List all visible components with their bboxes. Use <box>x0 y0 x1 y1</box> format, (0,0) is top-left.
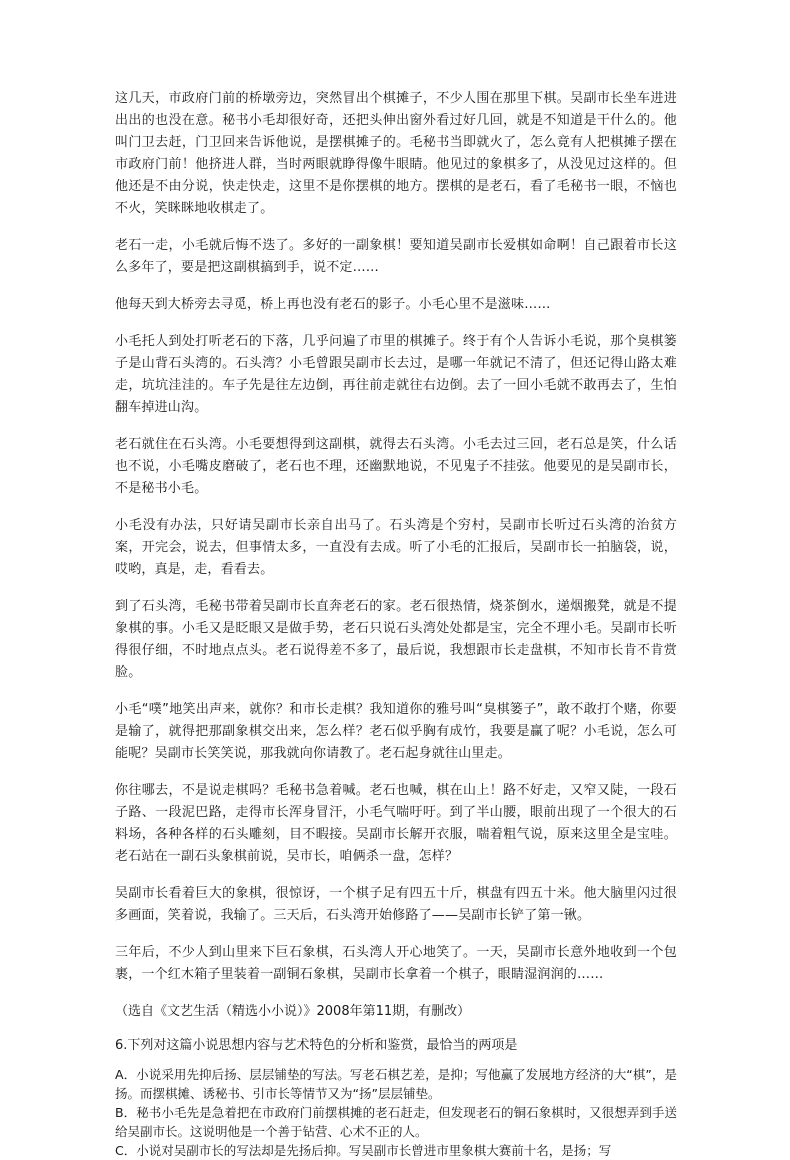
option-b: B．秘书小毛先是急着把在市政府门前摆棋摊的老石赶走，但发现老石的铜石象棋时，又很想弄到手送给吴副市长。这说明他是一个善于钻营、心术不正的人。 <box>115 1105 677 1139</box>
story-paragraph-10: 吴副市长看着巨大的象棋，很惊讶，一个棋子足有四五十斤，棋盘有四五十米。他大脑里闪过很多画面，笑着说，我输了。三天后，石头湾开始修路了——吴副市长铲了第一锹。 <box>115 886 677 923</box>
story-paragraph-2: 老石一走，小毛就后悔不迭了。多好的一副象棋！要知道吴副市长爱棋如命啊！自己跟着市长这么多年了，要是把这副棋搞到手，说不定…… <box>115 238 677 275</box>
story-paragraph-5: 老石就住在石头湾。小毛要想得到这副棋，就得去石头湾。小毛去过三回，老石总是笑，什么话也不说，小毛嘴皮磨破了，老石也不理，还幽默地说，不见鬼子不挂弦。他要见的是吴副市长，不是秘书小毛。 <box>115 437 677 496</box>
story-paragraph-6: 小毛没有办法，只好请吴副市长亲自出马了。石头湾是个穷村，吴副市长听过石头湾的治贫方案，开完会，说去，但事情太多，一直没有去成。听了小毛的汇报后，吴副市长一拍脑袋，说，哎哟，真是，走，看看去。 <box>115 518 677 577</box>
option-a: A．小说采用先抑后扬、层层铺垫的写法。写老石棋艺差，是抑；写他赢了发展地方经济的大“棋”，是扬。而摆棋摊、诱秘书、引市长等情节又为“扬”层层铺垫。 <box>115 1067 677 1101</box>
story-paragraph-8: 小毛“噗”地笑出声来，就你？和市长走棋？我知道你的雅号叫“臭棋篓子”，敢不敢打个赌，你要是输了，就得把那副象棋交出来，怎么样？老石似乎胸有成竹，我要是赢了呢？小毛说，怎么可能呢？吴副市长笑笑说，那我就向你请教了。老石起身就往山里走。 <box>115 702 677 761</box>
source-citation: （选自《文艺生活（精选小小说）》2008年第11期，有删改） <box>115 1004 471 1019</box>
document-page <box>115 88 677 1160</box>
story-paragraph-4: 小毛托人到处打听老石的下落，几乎问遍了市里的棋摊子。终于有个人告诉小毛说，那个臭棋篓子是山背石头湾的。石头湾？小毛曾跟吴副市长去过，是哪一年就记不清了，但还记得山路太难走，坑坑洼洼的。车子先是往左边倒，再往前走就往右边倒。去了一回小毛就不敢再去了，生怕翻车掉进山沟。 <box>115 334 677 415</box>
story-paragraph-1: 这几天，市政府门前的桥墩旁边，突然冒出个棋摊子，不少人围在那里下棋。吴副市长坐车进进出出的也没在意。秘书小毛却很好奇，还把头伸出窗外看过好几回，就是不知道是干什么的。他叫门卫去赶，门卫回来告诉他说，是摆棋摊子的。毛秘书当即就火了，怎么竟有人把棋摊子摆在市政府门前！他挤进人群，当时两眼就睁得像牛眼睛。他见过的象棋多了，从没见过这样的。但他还是不由分说，快走快走，这里不是你摆棋的地方。摆棋的是老石，看了毛秘书一眼，不恼也不火，笑眯眯地收棋走了。 <box>115 91 677 216</box>
story-paragraph-7: 到了石头湾，毛秘书带着吴副市长直奔老石的家。老石很热情，烧茶倒水，递烟搬凳，就是不提象棋的事。小毛又是眨眼又是做手势，老石只说石头湾处处都是宝，完全不理小毛。吴副市长听得很仔细，不时地点点头。老石说得差不多了，最后说，我想跟市长走盘棋，不知市长肯不肯赏脸。 <box>115 599 677 680</box>
story-paragraph-11: 三年后，不少人到山里来下巨石象棋，石头湾人开心地笑了。一天，吴副市长意外地收到一个包裹，一个红木箱子里装着一副铜石象棋，吴副市长拿着一个棋子，眼睛湿润润的…… <box>115 945 677 982</box>
question-6-stem: 6.下列对这篇小说思想内容与艺术特色的分析和鉴赏，最恰当的两项是 <box>115 1038 518 1053</box>
option-c: C．小说对吴副市长的写法却是先扬后抑。写吴副市长曾进市里象棋大赛前十名，是扬；写 <box>115 1143 612 1158</box>
story-paragraph-3: 他每天到大桥旁去寻觅，桥上再也没有老石的影子。小毛心里不是滋味…… <box>115 297 551 312</box>
story-paragraph-9: 你往哪去，不是说走棋吗？毛秘书急着喊。老石也喊，棋在山上！路不好走，又窄又陡，一段石子路、一段泥巴路，走得市长浑身冒汗，小毛气喘吁吁。到了半山腰，眼前出现了一个很大的石料场，各种各样的石头雕刻，目不暇接。吴副市长解开衣服，喘着粗气说，原来这里全是宝哇。老石站在一副石头象棋前说，吴市长，咱俩杀一盘，怎样？ <box>115 783 677 864</box>
